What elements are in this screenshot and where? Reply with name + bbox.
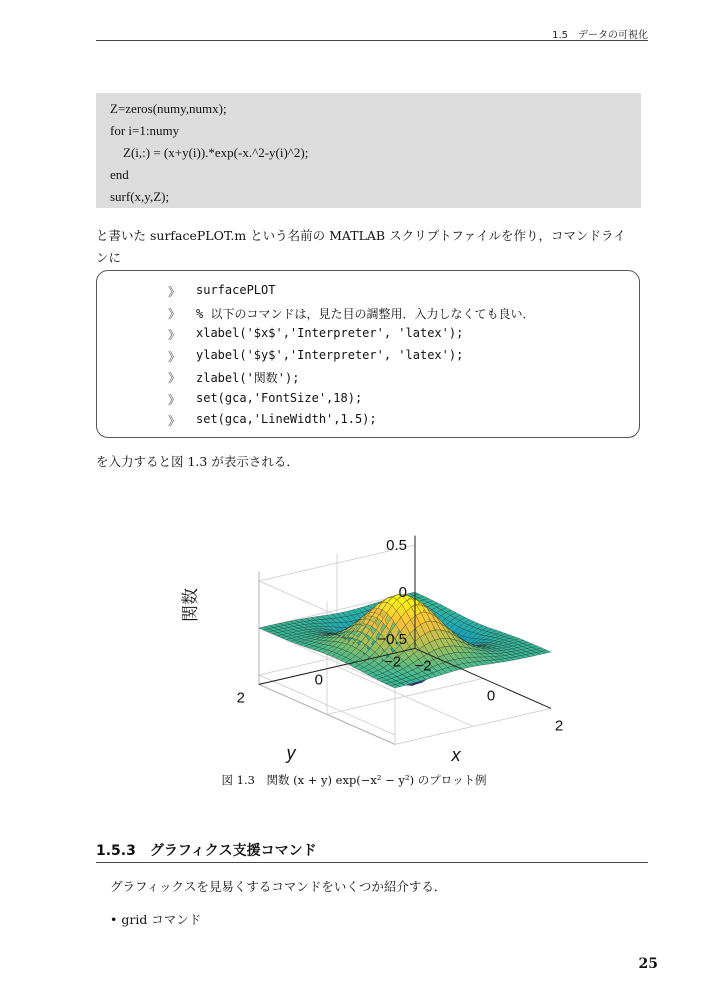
command-prompt: 》 bbox=[168, 414, 181, 428]
command-prompt: 》 bbox=[168, 349, 181, 364]
paragraph-line: ンに bbox=[96, 250, 122, 265]
surface-plot bbox=[150, 495, 570, 770]
command-line: xlabel('$x$','Interpreter', 'latex'); bbox=[196, 326, 464, 340]
code-line: for i=1:numy bbox=[110, 123, 180, 138]
command-line: % 以下のコマンドは，見た目の調整用．入力しなくても良い． bbox=[196, 306, 535, 321]
command-line: ylabel('$y$','Interpreter', 'latex'); bbox=[196, 347, 464, 362]
command-line: surfacePLOT bbox=[196, 283, 276, 297]
z-axis-label: 関数 bbox=[181, 588, 200, 622]
bullet-item-grid: • grid コマンド bbox=[110, 912, 202, 927]
command-prompt: 》 bbox=[168, 328, 181, 342]
command-prompt: 》 bbox=[168, 392, 181, 407]
header-rule bbox=[96, 40, 648, 41]
command-prompt: 》 bbox=[168, 285, 181, 299]
z-tick-label: 0 bbox=[398, 584, 407, 601]
y-axis-label: y bbox=[286, 743, 296, 763]
paragraph-line: を入力すると図 1.3 が表示される． bbox=[96, 454, 299, 469]
x-tick-label: −2 bbox=[414, 657, 432, 675]
z-tick-label: 0.5 bbox=[386, 537, 407, 554]
code-line: end bbox=[110, 167, 129, 182]
z-tick-label: −0.5 bbox=[377, 631, 407, 648]
command-prompt: 》 bbox=[168, 371, 181, 385]
x-tick-label: 2 bbox=[554, 717, 564, 735]
command-line: set(gca,'FontSize',18); bbox=[196, 390, 363, 405]
figure-caption: 図 1.3 関数 (x + y) exp(−x² − y²) のプロット例 bbox=[221, 773, 487, 787]
section-heading: 1.5.3 グラフィクス支援コマンド bbox=[96, 843, 317, 859]
code-line: Z=zeros(numy,numx); bbox=[110, 101, 227, 116]
section-body: グラフィックスを見易くするコマンドをいくつか紹介する． bbox=[110, 879, 447, 894]
running-header: 1.5 データの可視化 bbox=[552, 30, 648, 41]
y-tick-label: −2 bbox=[383, 653, 401, 671]
y-tick-label: 2 bbox=[236, 689, 245, 707]
command-line: set(gca,'LineWidth',1.5); bbox=[196, 412, 377, 426]
section-rule bbox=[96, 862, 648, 863]
command-line: zlabel('関数'); bbox=[196, 371, 300, 385]
x-tick-label: 0 bbox=[486, 687, 496, 705]
command-prompt: 》 bbox=[168, 306, 181, 321]
code-line: Z(i,:) = (x+y(i)).*exp(-x.^2-y(i)^2); bbox=[110, 145, 309, 160]
x-axis-label: x bbox=[451, 745, 461, 765]
y-tick-label: 0 bbox=[314, 671, 323, 689]
paragraph-line: と書いた surfacePLOT.m という名前の MATLAB スクリプトファイルを作り，コマンドライ bbox=[96, 228, 626, 243]
code-line: surf(x,y,Z); bbox=[110, 189, 170, 204]
page-number: 25 bbox=[638, 956, 658, 972]
